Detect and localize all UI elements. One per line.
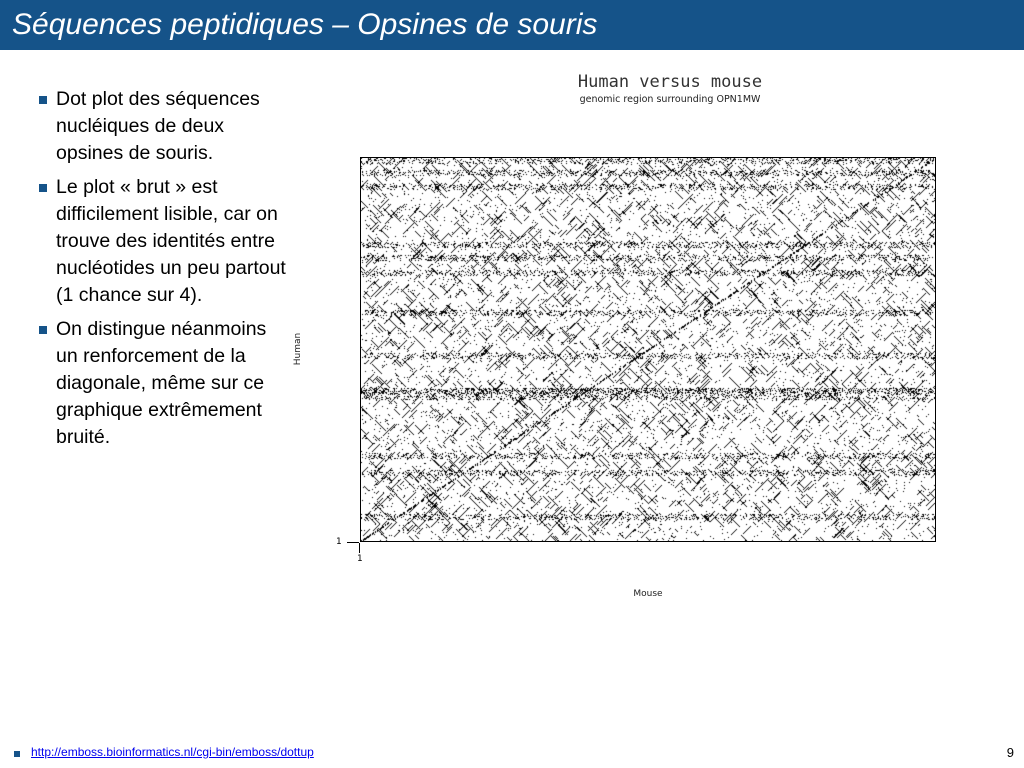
- dot-plot: [280, 66, 980, 616]
- title-bar: [0, 0, 1024, 50]
- bullet-list: [38, 86, 290, 458]
- bullet-item: [38, 174, 290, 309]
- y-tick-label: 1: [336, 537, 342, 547]
- x-axis-label: Mouse: [633, 589, 663, 599]
- bullet-text: Dot plot des séquences nucléiques de deux opsines de souris.: [56, 88, 260, 164]
- bullet-item: [38, 86, 290, 167]
- y-axis-label: Human: [293, 332, 303, 366]
- square-bullet-icon: [39, 326, 47, 334]
- bullet-text: Le plot « brut » est difficilement lisible, car on trouve des identités entre nucléotides un peu partout (1 chance sur 4).: [56, 176, 286, 306]
- plot-area: [360, 157, 936, 542]
- x-tick-label: 1: [357, 554, 363, 564]
- footer-link[interactable]: http://emboss.bioinformatics.nl/cgi-bin/emboss/dottup: [31, 745, 314, 759]
- chart-subtitle: genomic region surrounding OPN1MW: [579, 94, 761, 105]
- slide-title: Séquences peptidiques – Opsines de souris: [12, 8, 598, 41]
- bullet-item: [38, 316, 290, 451]
- bullet-text: On distingue néanmoins un renforcement de la diagonale, même sur ce graphique extrêmement bruité.: [56, 318, 267, 448]
- x-axis-tick: [359, 543, 360, 553]
- dot-matrix: [361, 158, 935, 541]
- footer-bullet-icon: [14, 751, 20, 757]
- square-bullet-icon: [39, 96, 47, 104]
- chart-title: Human versus mouse: [577, 72, 763, 92]
- square-bullet-icon: [39, 184, 47, 192]
- page-number: 9: [1006, 745, 1014, 760]
- y-axis-tick: [347, 542, 359, 543]
